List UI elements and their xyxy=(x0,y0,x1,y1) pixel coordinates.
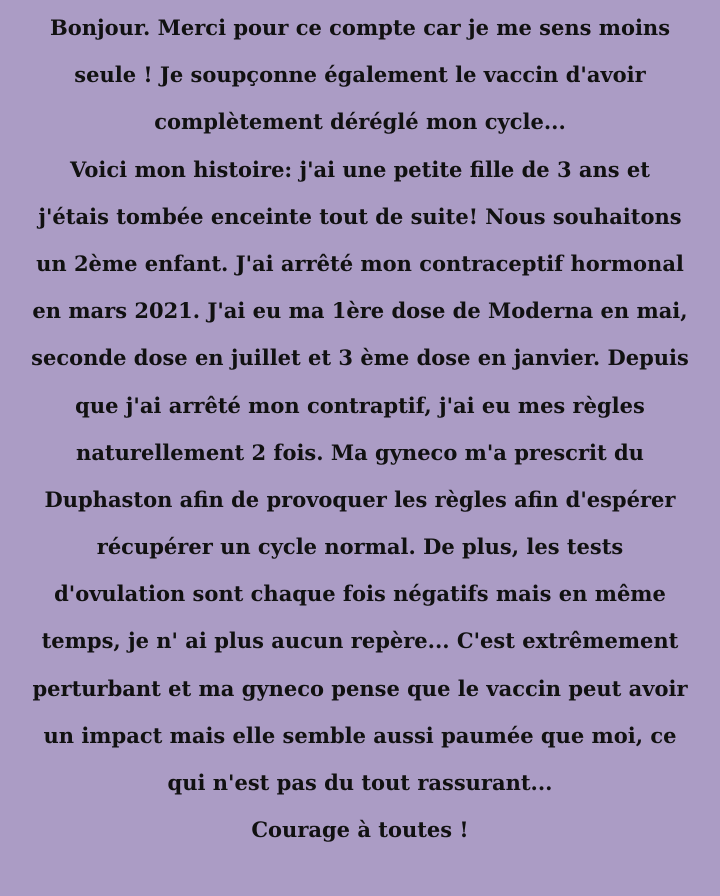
text-line: perturbant et ma gyneco pense que le vaccin peut avoir xyxy=(32,675,688,701)
text-line: naturellement 2 fois. Ma gyneco m'a prescrit du xyxy=(76,439,644,465)
text-line: complètement déréglé mon cycle... xyxy=(154,109,566,135)
text-line: d'ovulation sont chaque fois négatifs mais en même xyxy=(54,581,666,607)
text-line: j'étais tombée enceinte tout de suite! Nous souhaitons xyxy=(38,203,682,229)
text-line: qui n'est pas du tout rassurant... xyxy=(167,770,553,795)
text-line: récupérer un cycle normal. De plus, les tests xyxy=(96,534,624,560)
text-line: Voici mon histoire: j'ai une petite fille de 3 ans et xyxy=(70,156,650,182)
text-line: seconde dose en juillet et 3 ème dose en janvier. Depuis xyxy=(31,345,689,371)
text-line: Courage à toutes ! xyxy=(251,817,469,843)
text-line: seule ! Je soupçonne également le vaccin d'avoir xyxy=(74,62,646,88)
text-line: un impact mais elle semble aussi paumée que moi, ce xyxy=(43,722,677,748)
text-line: en mars 2021. J'ai eu ma 1ère dose de Moderna en mai, xyxy=(32,298,688,324)
text-line: que j'ai arrêté mon contraptif, j'ai eu mes règles xyxy=(75,392,645,418)
text-line: Duphaston afin de provoquer les règles afin d'espérer xyxy=(44,486,676,512)
text-line: un 2ème enfant. J'ai arrêté mon contraceptif hormonal xyxy=(36,250,684,276)
text-line: temps, je n' ai plus aucun repère... C'est extrêmement xyxy=(41,628,679,654)
text-line: Bonjour. Merci pour ce compte car je me sens moins xyxy=(49,15,671,40)
